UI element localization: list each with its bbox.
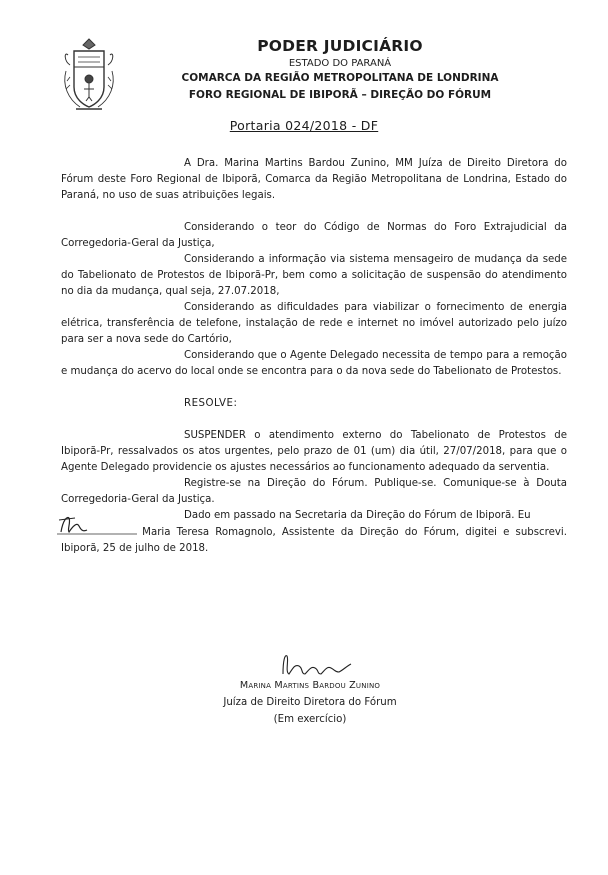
considerando-paragraph-1: Considerando o teor do Código de Normas do Foro Extrajudicial da Corregedoria-Geral da Justiça, bbox=[61, 222, 567, 249]
suspender-paragraph: SUSPENDER o atendimento externo do Tabelionato de Protestos de Ibiporã-Pr, ressalvados os atos urgentes, pelo prazo de 01 (um) dia útil, 27/07/2018, para que o Agente Delegado providencie os ajustes necessários ao funcionamento adequado da serventia. bbox=[61, 430, 567, 473]
considerando-paragraph-2: Considerando a informação via sistema mensageiro de mudança da sede do Tabelionato de Protestos de Ibiporã-Pr, bem como a solicitação de suspensão do atendimento no dia da mudança, qual seja, 27.07.2018, bbox=[61, 254, 567, 297]
judge-name: Marina Martins Bardou Zunino bbox=[239, 680, 381, 691]
judge-signature bbox=[277, 650, 357, 680]
judge-role: Juíza de Direito Diretora do Fórum bbox=[223, 697, 397, 708]
registre-paragraph: Registre-se na Direção do Fórum. Publique-se. Comunique-se à Douta Corregedoria-Geral da Justiça. bbox=[61, 478, 567, 505]
court-title: PODER JUDICIÁRIO bbox=[257, 37, 423, 55]
state-name: ESTADO DO PARANÁ bbox=[288, 58, 392, 69]
portaria-heading bbox=[0, 118, 608, 133]
document-body bbox=[61, 156, 567, 557]
comarca-name: COMARCA DA REGIÃO METROPOLITANA DE LONDRINA bbox=[181, 72, 499, 84]
dado-text-end: Maria Teresa Romagnolo, Assistente da Direção do Fórum, digitei e subscrevi. Ibiporã, 25 de julho de 2018. bbox=[61, 527, 567, 554]
considerando-paragraph-3: Considerando as dificuldades para viabilizar o fornecimento de energia elétrica, transferência de telefone, instalação de rede e internet no imóvel autorizado pelo juízo para ser a nova sede do Cartório, bbox=[61, 302, 567, 345]
assistant-signature bbox=[61, 524, 136, 538]
dado-paragraph-continued bbox=[61, 524, 567, 557]
portaria-number: Portaria 024/2018 - DF bbox=[229, 118, 379, 133]
resolve-heading: RESOLVE: bbox=[184, 398, 238, 409]
dado-text-start: Dado em passado na Secretaria da Direção do Fórum de Ibiporã. Eu bbox=[184, 510, 531, 521]
foro-name: FORO REGIONAL DE IBIPORÃ – DIREÇÃO DO FÓRUM bbox=[188, 89, 492, 101]
judge-status: (Em exercício) bbox=[273, 714, 347, 725]
intro-paragraph: A Dra. Marina Martins Bardou Zunino, MM Juíza de Direito Diretora do Fórum deste Foro Regional de Ibiporã, Comarca da Região Metropolitana de Londrina, Estado do Paraná, no uso de suas atribuições legais. bbox=[61, 158, 567, 201]
parana-coat-of-arms-icon bbox=[62, 37, 116, 113]
considerando-paragraph-4: Considerando que o Agente Delegado necessita de tempo para a remoção e mudança do acervo do local onde se encontra para o da nova sede do Tabelionato de Protestos. bbox=[61, 350, 567, 377]
